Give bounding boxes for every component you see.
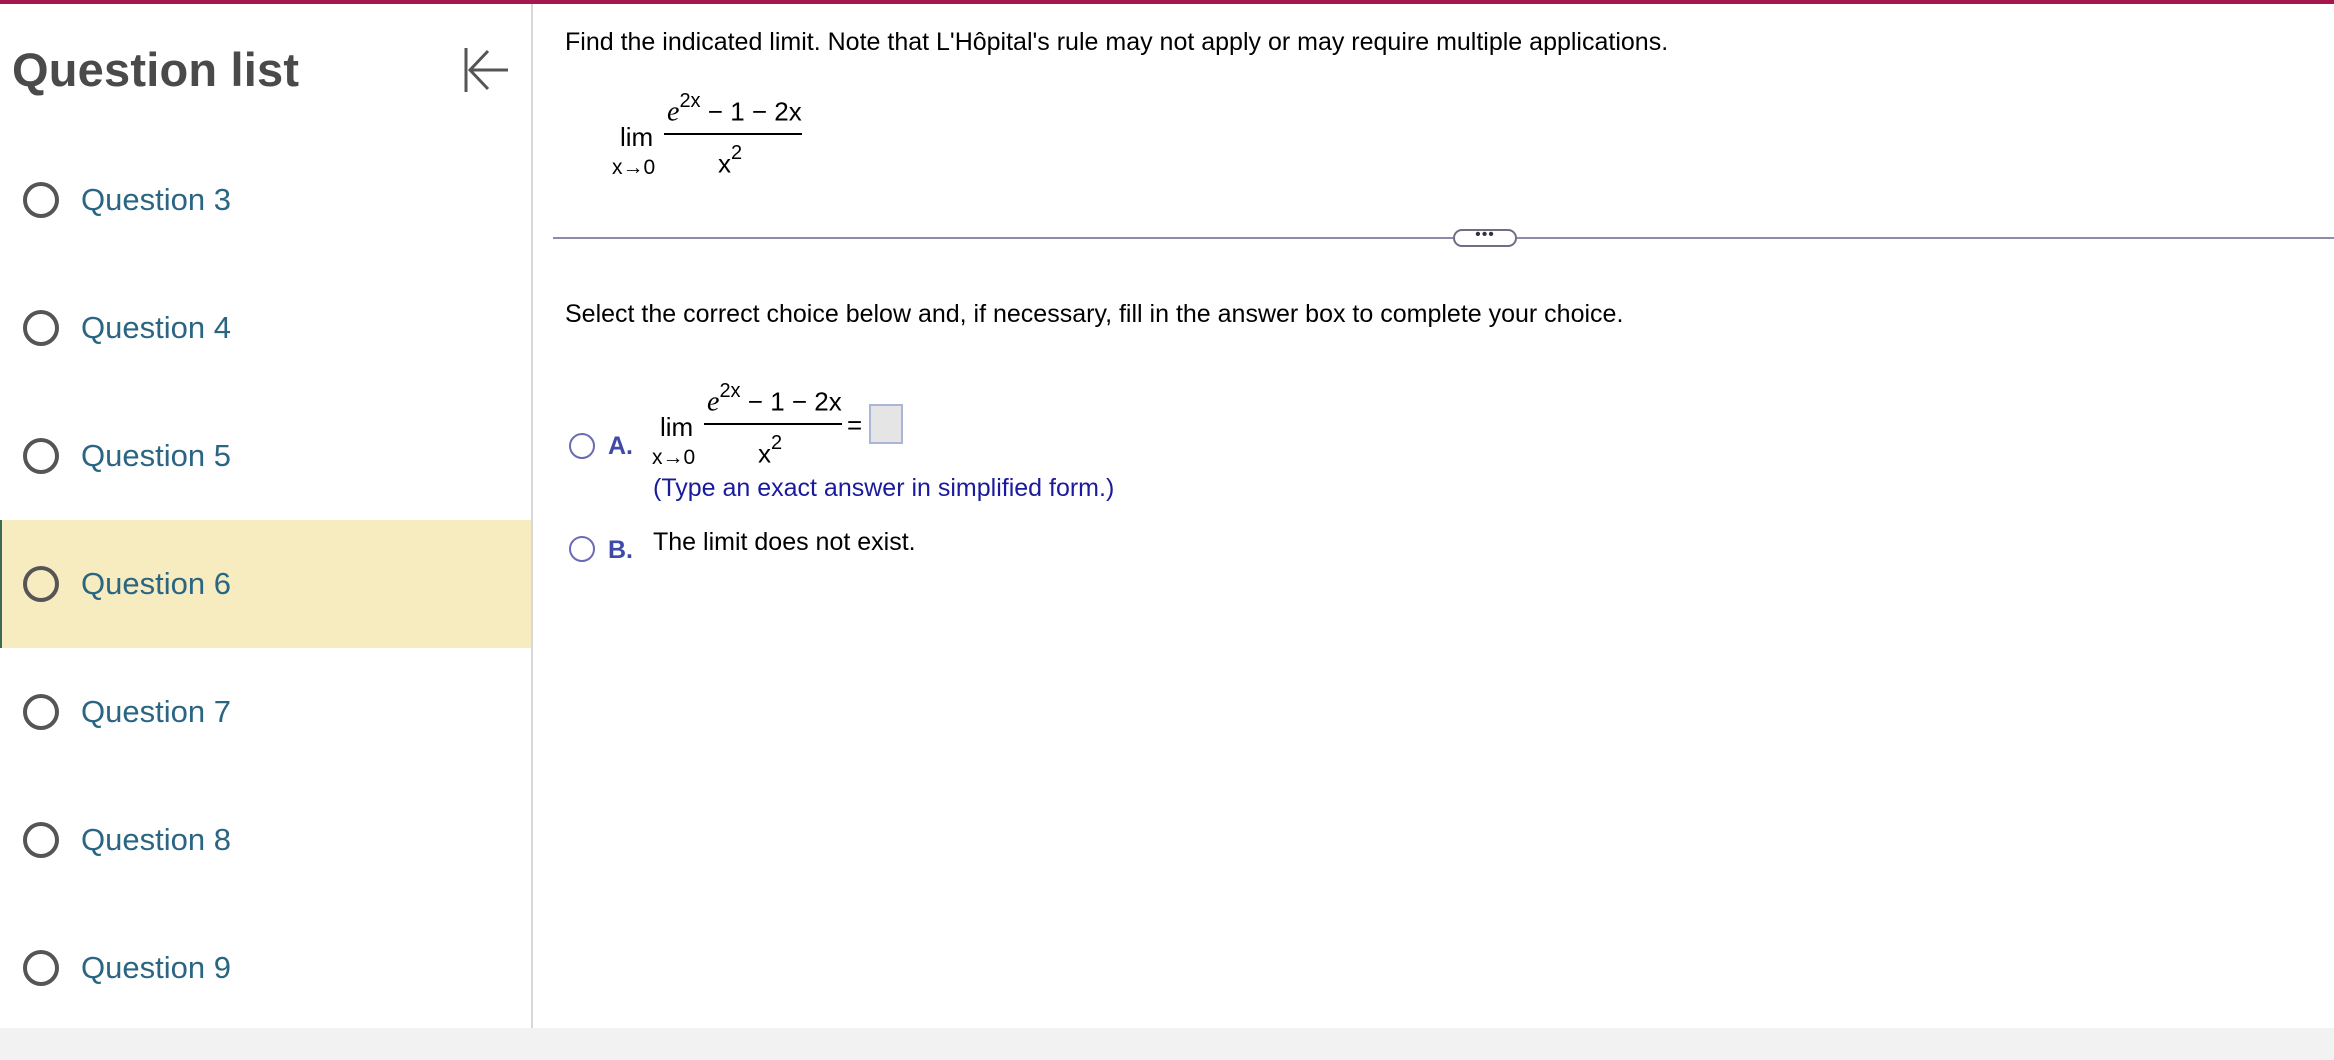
sidebar-header — [0, 4, 531, 136]
question-instructions: Find the indicated limit. Note that L'Hôpital's rule may not apply or may require multiple applications. — [565, 28, 1669, 56]
fraction-denominator — [758, 432, 783, 470]
denominator-exponent: 2 — [771, 432, 783, 454]
question-label: Question 7 — [81, 694, 231, 729]
question-item-9[interactable] — [0, 904, 531, 1032]
question-item-4[interactable] — [0, 264, 531, 392]
numerator-rest: − 1 − 2x — [740, 386, 842, 417]
lim-subscript: x→0 — [652, 446, 696, 469]
fraction-bar — [704, 423, 842, 425]
expand-ellipsis-button[interactable]: ••• — [1453, 229, 1517, 247]
question-list — [0, 136, 531, 1032]
question-item-8[interactable] — [0, 776, 531, 904]
denominator-base: x — [758, 438, 771, 469]
answer-hint: (Type an exact answer in simplified form.) — [653, 474, 1115, 502]
choice-a-radio[interactable] — [569, 433, 595, 459]
answer-prompt: Select the correct choice below and, if necessary, fill in the answer box to complete your choice. — [565, 300, 1624, 328]
choice-a-letter: A. — [608, 432, 633, 460]
question-item-5[interactable] — [0, 392, 531, 520]
choice-b-letter: B. — [608, 536, 633, 564]
numerator-rest: − 1 − 2x — [700, 96, 802, 127]
question-status-icon — [23, 694, 59, 730]
collapse-sidebar-button[interactable] — [456, 40, 516, 100]
question-label: Question 6 — [81, 566, 231, 601]
bottom-strip — [0, 1028, 2334, 1060]
fraction-denominator — [718, 142, 743, 180]
question-status-icon — [23, 310, 59, 346]
denominator-base: x — [718, 148, 731, 179]
e-symbol: e — [667, 96, 680, 128]
question-panel — [535, 4, 2334, 1028]
question-status-icon — [23, 182, 59, 218]
question-status-icon — [23, 822, 59, 858]
question-list-sidebar — [0, 4, 533, 1028]
question-item-6[interactable] — [0, 520, 531, 648]
collapse-left-icon — [456, 40, 516, 100]
question-label: Question 3 — [81, 182, 231, 217]
question-label: Question 4 — [81, 310, 231, 345]
sidebar-title: Question list — [12, 43, 300, 96]
fraction-bar — [664, 133, 802, 135]
question-status-icon — [23, 950, 59, 986]
question-label: Question 9 — [81, 950, 231, 985]
equals-sign: = — [847, 410, 863, 440]
answer-input-box[interactable] — [869, 404, 903, 444]
question-status-icon — [23, 438, 59, 474]
lim-subscript: x→0 — [612, 156, 656, 179]
fraction-numerator — [667, 90, 802, 129]
question-status-icon — [23, 566, 59, 602]
numerator-exponent: 2x — [679, 90, 701, 112]
fraction-numerator — [707, 380, 842, 419]
choice-b-radio[interactable] — [569, 536, 595, 562]
question-item-7[interactable] — [0, 648, 531, 776]
choice-b-text: The limit does not exist. — [653, 528, 916, 556]
question-label: Question 8 — [81, 822, 231, 857]
denominator-exponent: 2 — [731, 142, 743, 164]
e-symbol: e — [707, 386, 720, 418]
question-item-3[interactable] — [0, 136, 531, 264]
section-divider — [553, 237, 2334, 239]
numerator-exponent: 2x — [719, 380, 741, 402]
lim-word: lim — [620, 122, 654, 152]
question-label: Question 5 — [81, 438, 231, 473]
lim-word: lim — [660, 412, 694, 442]
